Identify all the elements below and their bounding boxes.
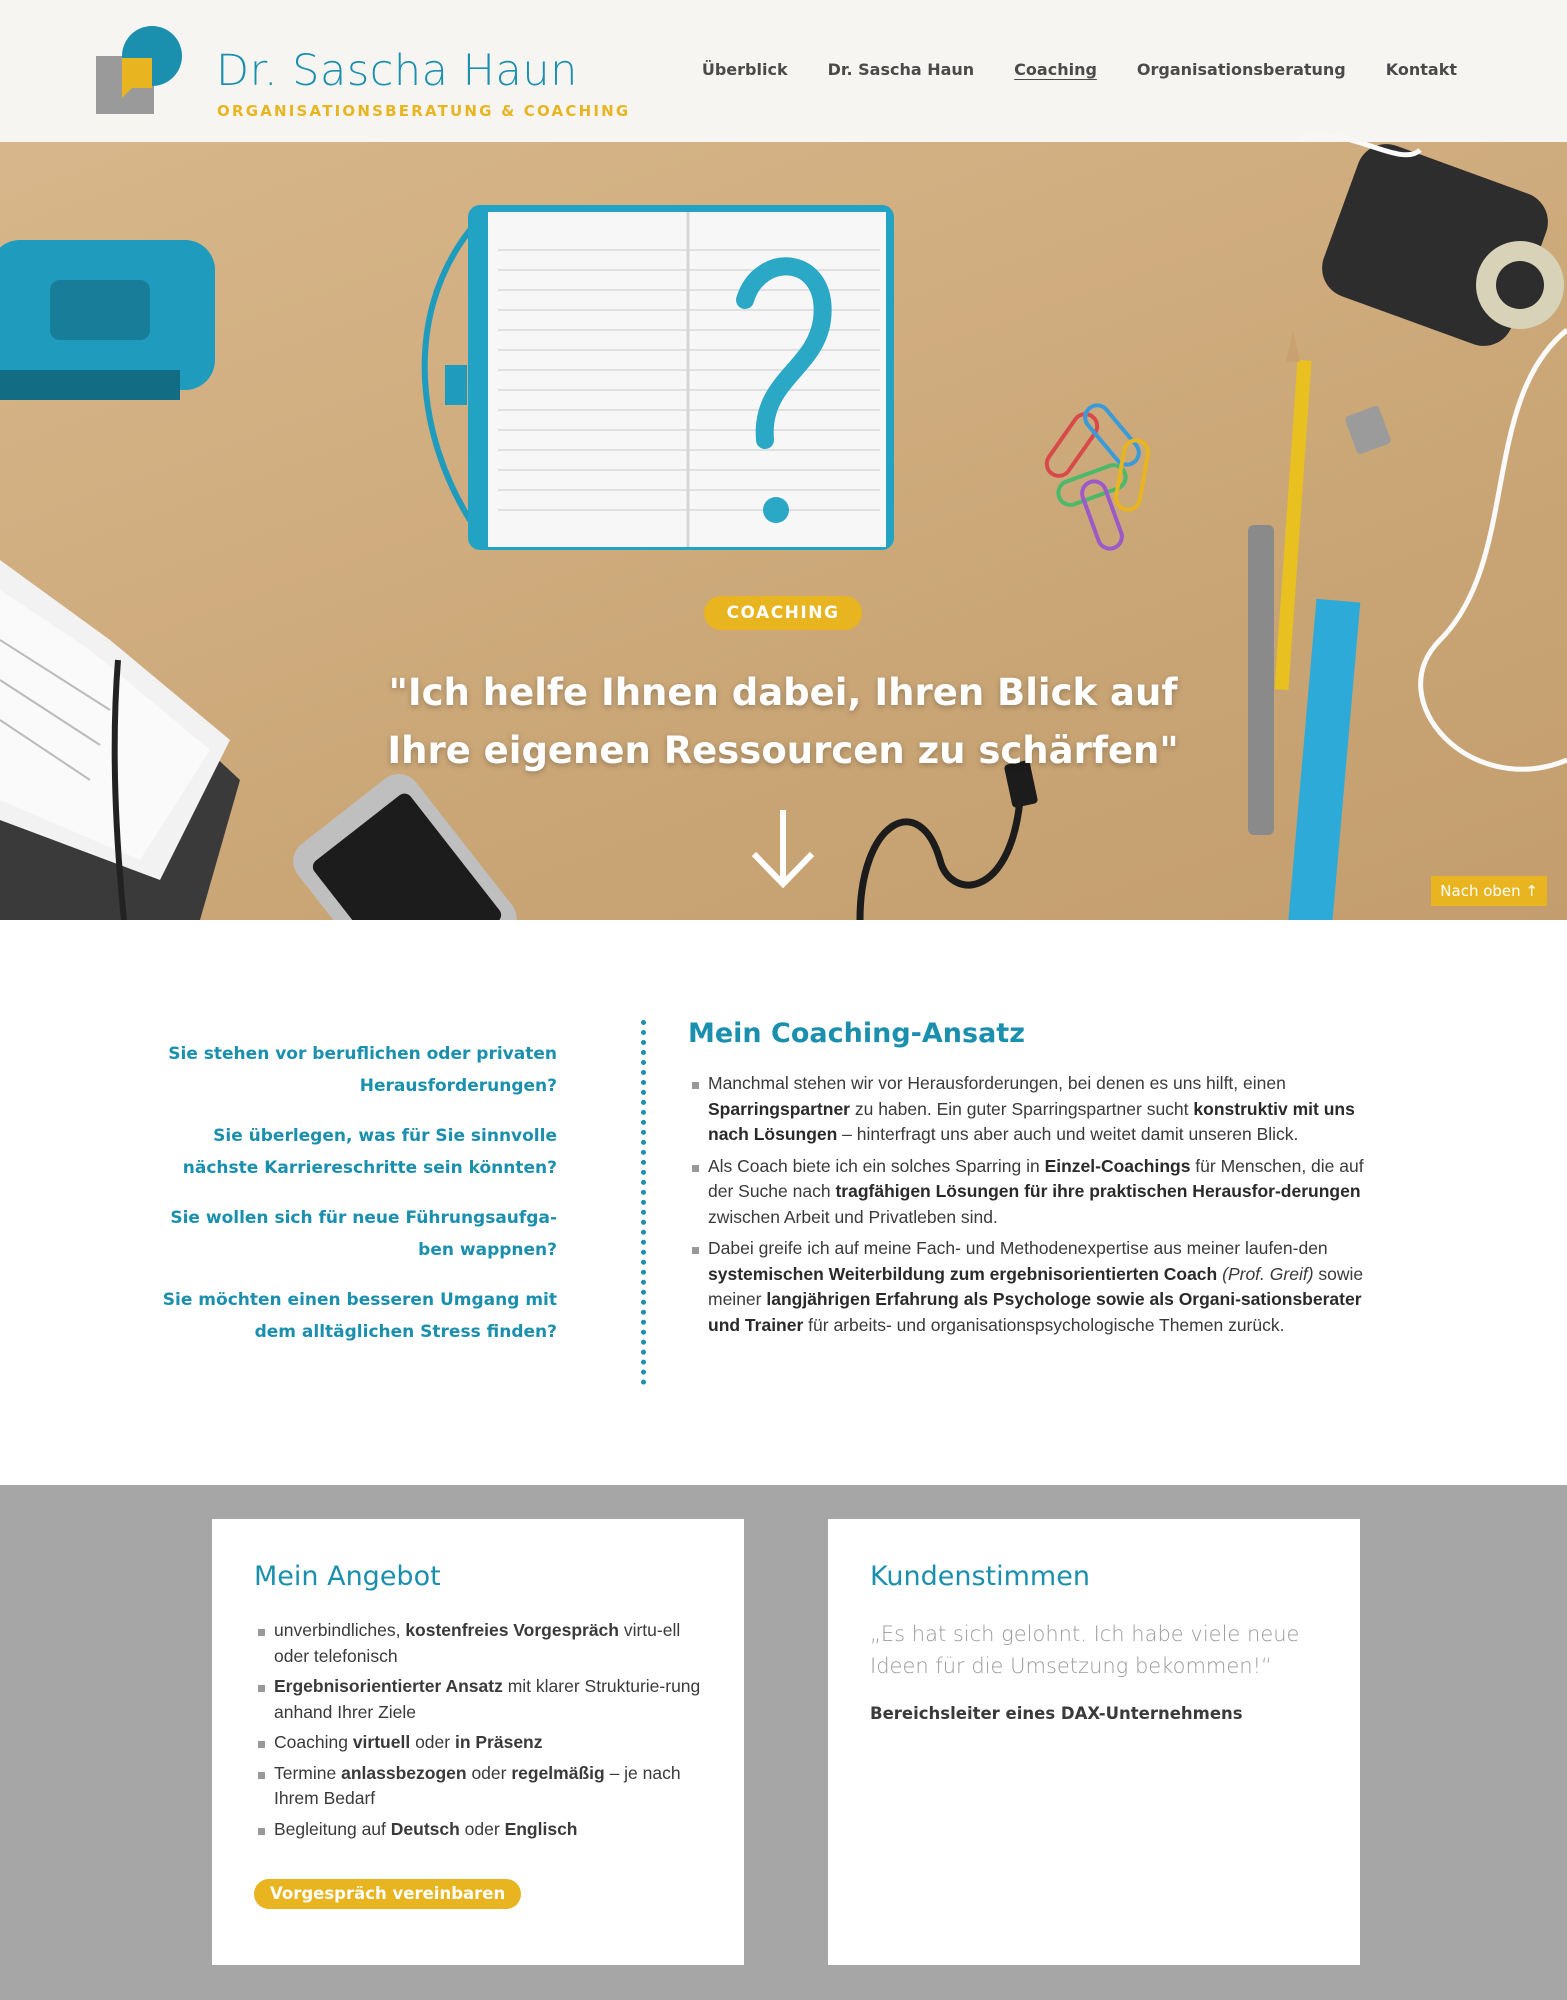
nav-item-ueberblick[interactable]: Überblick: [701, 60, 788, 79]
list-item: Coaching virtuell oder in Präsenz: [254, 1730, 702, 1756]
earphone-cable-illustration: [1421, 330, 1567, 769]
site-header: [0, 0, 1567, 142]
coaching-question: Sie wollen sich für neue Führungsaufga-ben wappnen?: [170, 1208, 557, 1260]
testimonial-card: [828, 1519, 1360, 1965]
nav-item-coaching[interactable]: Coaching: [1014, 60, 1097, 79]
approach-list: [688, 1071, 1388, 1338]
approach-heading: Mein Coaching-Ansatz: [688, 1018, 1025, 1049]
sharpener-illustration: [1344, 405, 1392, 455]
offer-card: [212, 1519, 744, 1965]
pen-illustration: [1248, 525, 1274, 835]
book-consultation-button[interactable]: Vorgespräch vereinbaren: [254, 1879, 521, 1909]
section-badge: COACHING: [704, 596, 862, 630]
hole-punch-illustration: [0, 240, 215, 400]
offer-heading: Mein Angebot: [254, 1561, 441, 1592]
paper-clips-illustration: [1042, 400, 1150, 552]
testimonial-author: Bereichsleiter eines DAX-Unternehmens: [870, 1704, 1243, 1723]
list-item: Als Coach biete ich ein solches Sparring in Einzel-Coachings für Menschen, die auf der Suche nach tragfähigen Lösungen für ihre praktischen Herausfor-derungen zwischen Arbeit und Privatleben sind.: [688, 1154, 1388, 1231]
hero-quote-line2: Ihre eigenen Ressourcen zu schärfen": [387, 729, 1179, 772]
hero-quote-line1: "Ich helfe Ihnen dabei, Ihren Blick auf: [388, 671, 1178, 714]
pencil-illustration: [1275, 330, 1312, 690]
logo-title: Dr. Sascha Haun: [216, 46, 578, 96]
list-item: unverbindliches, kostenfreies Vorgespräch virtu-ell oder telefonisch: [254, 1618, 702, 1669]
nav-item-kontakt[interactable]: Kontakt: [1385, 60, 1457, 79]
list-item: Ergebnisorientierter Ansatz mit klarer Strukturie-rung anhand Ihrer Ziele: [254, 1674, 702, 1725]
testimonial-quote: „Es hat sich gelohnt. Ich habe viele neue Ideen für die Umsetzung bekommen!“: [870, 1622, 1300, 1678]
nav-item-organisationsberatung[interactable]: Organisationsberatung: [1136, 60, 1346, 79]
coaching-questions: [150, 1038, 557, 1366]
nav-item-dr-sascha-haun[interactable]: Dr. Sascha Haun: [827, 60, 975, 79]
arrow-down-icon[interactable]: [748, 808, 818, 888]
offer-testimonial-section: [0, 1485, 1567, 2000]
logo-speech-bubble-icon: [96, 26, 186, 116]
coaching-question: Sie überlegen, was für Sie sinnvolle nächste Karriereschritte sein könnten?: [182, 1126, 557, 1178]
coaching-intro-section: [0, 920, 1567, 1485]
offer-list: [254, 1618, 702, 1842]
list-item: Termine anlassbezogen oder regelmäßig – je nach Ihrem Bedarf: [254, 1761, 702, 1812]
site-logo[interactable]: [96, 26, 631, 122]
coaching-question: Sie möchten einen besseren Umgang mit dem alltäglichen Stress finden?: [162, 1290, 557, 1342]
list-item: Dabei greife ich auf meine Fach- und Methodenexpertise aus meiner laufen-den systemischen Weiterbildung zum ergebnisorientierten Coach (Prof. Greif) sowie meiner langjährigen Erfahrung als Psychologe sowie als Organi-sationsberater und Trainer für arbeits- und organisationspsychologische Themen zurück.: [688, 1236, 1388, 1338]
hero-quote: [333, 664, 1233, 780]
dotted-divider: [641, 1020, 646, 1385]
main-navigation: [702, 60, 1457, 79]
list-item: Manchmal stehen wir vor Herausforderungen, bei denen es uns hilft, einen Sparringspartner zu haben. Ein guter Sparringspartner sucht konstruktiv mit uns nach Lösungen – hinterfragt uns aber auch und weitet damit unseren Blick.: [688, 1071, 1388, 1148]
smartphone-illustration: [284, 765, 525, 920]
list-item: Begleitung auf Deutsch oder Englisch: [254, 1817, 702, 1843]
tape-dispenser-illustration: [1314, 136, 1564, 355]
ruler-illustration: [1288, 599, 1361, 920]
coaching-question: Sie stehen vor beruflichen oder privaten Herausforderungen?: [168, 1044, 557, 1096]
back-to-top-button[interactable]: Nach oben ↑: [1431, 876, 1547, 906]
logo-tagline: ORGANISATIONSBERATUNG & COACHING: [217, 102, 631, 120]
papers-illustration: [0, 560, 240, 920]
notebook-illustration: [425, 205, 894, 550]
usb-cable-illustration: [860, 780, 1020, 920]
coaching-approach: [688, 1018, 1388, 1344]
testimonial-heading: Kundenstimmen: [870, 1561, 1090, 1592]
